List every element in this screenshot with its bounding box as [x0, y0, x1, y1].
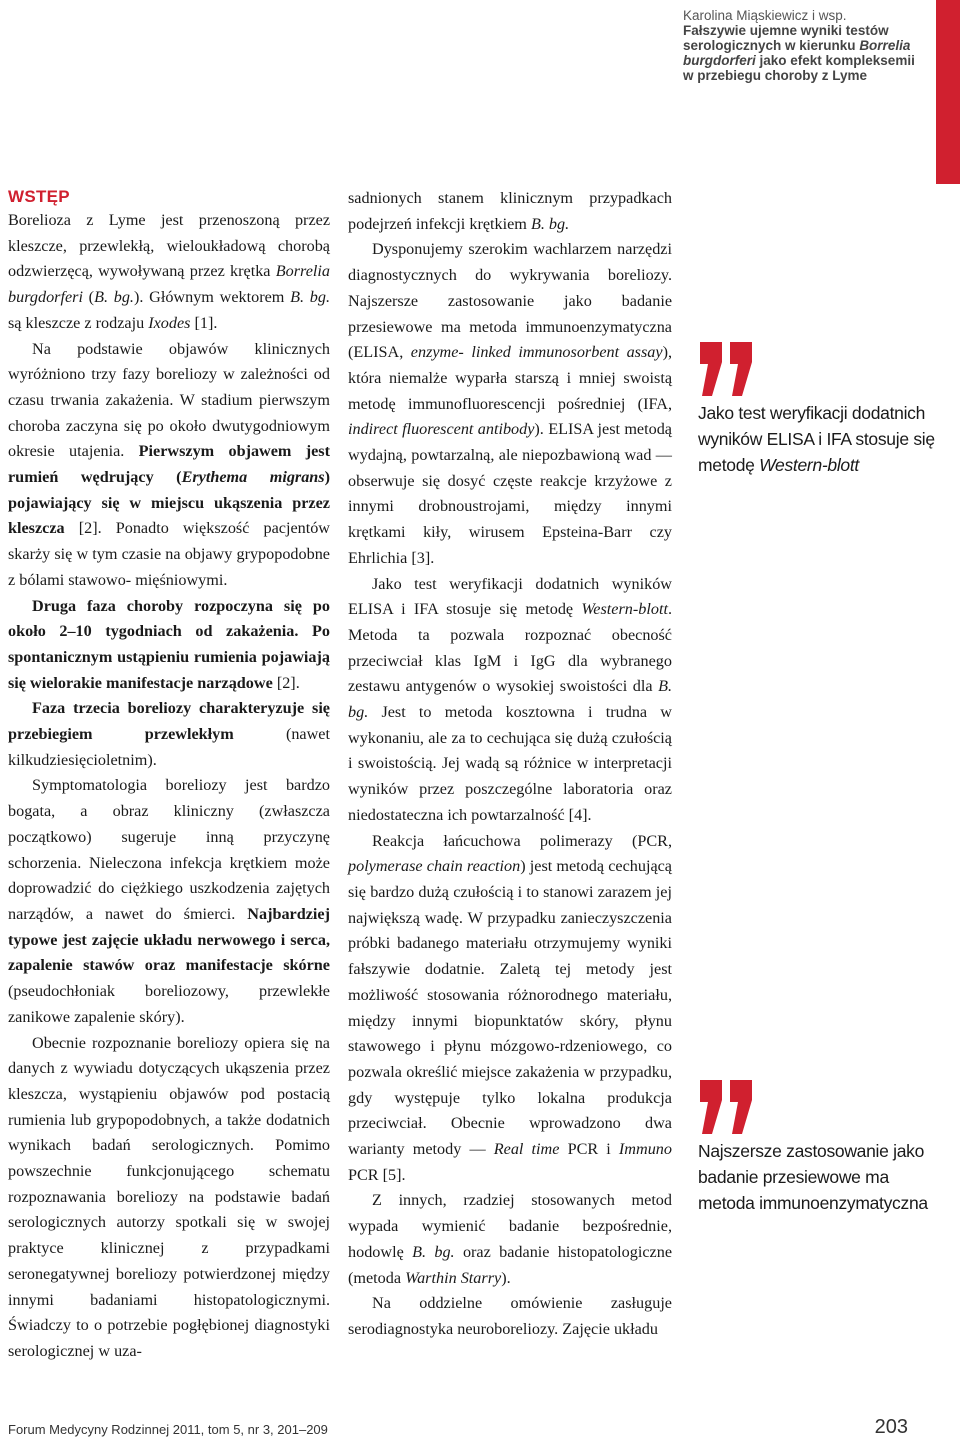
paragraph: Faza trzecia boreliozy charakteryzuje się przebiegiem przewlekłym (nawet kilkudziesięcioletnim).: [8, 699, 330, 769]
paragraph: Borelioza z Lyme jest przenoszoną przez kleszcze, przewlekłą, wieloukładową chorobą odzwierzęcą, wywoływaną przez krętka Borrelia burgdorferi (B. bg.). Głównym wektorem B. bg. są kleszcze z rodzaju Ixodes [1].: [8, 211, 330, 332]
header-title-line: Fałszywie ujemne wyniki testów: [683, 23, 889, 38]
paragraph: Na podstawie objawów klinicznych wyróżniono trzy fazy boreliozy w zależności od czasu trwania zakażenia. W stadium pierwszym choroba zaczyna się po około dwutygodniowym okresie utajenia. Pierwszym objawem jest rumień wędrujący (Erythema migrans) pojawiający się w miejscu ukąszenia przez kleszcza [2]. Ponadto większość pacjentów skarży się w tym czasie na objawy grypopodobne z bólami stawowo- mięśniowymi.: [8, 339, 330, 589]
footer-journal: Forum Medycyny Rodzinnej 2011, tom 5, nr 3, 201–209: [8, 1422, 328, 1437]
pull-quote-text: Jako test weryfikacji dodatnich wyników ELISA i IFA stosuje się metodę Western-blott: [698, 403, 935, 475]
paragraph: Z innych, rzadziej stosowanych metod wypada wymienić badanie bezpośrednie, hodowlę B. bg. oraz badanie histopatologiczne (metoda Warthin Starry).: [348, 1191, 673, 1287]
paragraph: Druga faza choroby rozpoczyna się po około 2–10 tygodniach od zakażenia. Po spontanicznym ustąpieniu rumienia pojawiają się wielorakie manifestacje narządowe [2].: [8, 596, 330, 692]
header-title-line: burgdorferi jako efekt kompleksemii: [683, 53, 915, 68]
running-header: [683, 8, 933, 83]
section-heading: WSTĘP: [8, 187, 70, 206]
header-title-line: serologicznych w kierunku Borrelia: [683, 38, 911, 53]
paragraph: Obecnie rozpoznanie boreliozy opiera się na danych z wywiadu dotyczących ukąszenia przez kleszcza, wystąpieniu objawów pod postacią rumienia lub grypopodobnych, a także dodatnich wynikach badań serologicznych. Pomimo powszechnie funkcjonującego schematu rozpoznawania boreliozy na podstawie badań serologicznych autorzy spotkali się w swojej praktyce klinicznej z przypadkami seronegatywnej boreliozy potwierdzonej między innymi badaniami histopatologicznymi. Świadczy to o potrzebie pogłębionej diagnostyki serologicznej w uza-: [8, 1033, 330, 1360]
header-title-line: w przebiegu choroby z Lyme: [683, 68, 868, 83]
paragraph: Symptomatologia boreliozy jest bardzo bogata, a obraz kliniczny (zwłaszcza początkowo) sugeruje inną przyczynę schorzenia. Nieleczona infekcja krętkiem może doprowadzić do ciężkiego uszkodzenia zajętych narządów, a nawet do śmierci. Najbardziej typowe jest zajęcie układu nerwowego i serca, zapalenie stawów oraz manifestacje skórne (pseudochłoniak boreliozowy, przewlekłe zanikowe zapalenie skóry).: [8, 776, 330, 1026]
paragraph: Jako test weryfikacji dodatnich wyników ELISA i IFA stosuje się metodę Western-blott. Metoda ta pozwala rozpoznać obecność przeciwciał klas IgM i IgG dla wybranego zestawu antygenów o wysokiej swoistości dla B. bg. Jest to metoda kosztowna i trudna w wykonaniu, ale za to cechująca się dużą czułością i swoistością. Jej wadą są różnice w interpretacji wyników przez poszczególne laboratoria oraz niedostateczna ich powtarzalność [4].: [348, 574, 672, 824]
header-title: [683, 23, 933, 83]
page-number: 203: [874, 1416, 908, 1438]
paragraph: Reakcja łańcuchowa polimerazy (PCR, polymerase chain reaction) jest metodą cechującą się bardzo dużą czułością i to stanowi zarazem jej największą wadę. W przypadku zanieczyszczenia próbki badanego materiału otrzymujemy wyniki fałszywie dodatnie. Zaletą tej metody jest możliwość stosowania różnorodnego materiału, między innymi biopunktatów skóry, płynu stawowego i płynu mózgowo-rdzeniowego, co pozwala określić miejsce zakażenia w przypadku, gdy występuje tylko lokalna produkcja przeciwciał. Obecnie wprowadzono dwa warianty metody — Real time PCR i Immuno PCR [5].: [348, 831, 672, 1184]
pull-quote: [698, 1078, 938, 1216]
header-authors: Karolina Miąskiewicz i wsp.: [683, 8, 847, 23]
red-corner-tab: [936, 0, 960, 184]
text-column-left: [8, 186, 330, 1365]
paragraph: Dysponujemy szerokim wachlarzem narzędzi diagnostycznych do wykrywania boreliozy. Najszersze zastosowanie jako badanie przesiewowe ma metoda immunoenzymatyczna (ELISA, enzyme- linked immunosorbent assay), która niemalże wyparła starszą i mniej swoistą metodę immunofluorescencji pośredniej (IFA, indirect fluorescent antibody). ELISA jest metodą wydajną, powtarzalną, ale niepozbawioną wad — obserwuje się dosyć częste reakcje krzyżowe z innymi drobnoustrojami, między innymi krętkami kiły, wirusem Epsteina-Barr czy Ehrlichia [3].: [348, 240, 672, 567]
double-quote-icon: [698, 340, 758, 398]
pull-quote-text: Najszersze zastosowanie jako badanie przesiewowe ma metoda immunoenzymatyczna: [698, 1141, 928, 1213]
paragraph: sadnionych stanem klinicznym przypadkach podejrzeń infekcji krętkiem B. bg.: [348, 189, 672, 233]
double-quote-icon: [698, 1078, 758, 1136]
pull-quote: [698, 340, 938, 478]
text-column-middle: [348, 186, 672, 1343]
paragraph: Na oddzielne omówienie zasługuje serodiagnostyka neuroboreliozy. Zajęcie układu: [348, 1294, 672, 1338]
